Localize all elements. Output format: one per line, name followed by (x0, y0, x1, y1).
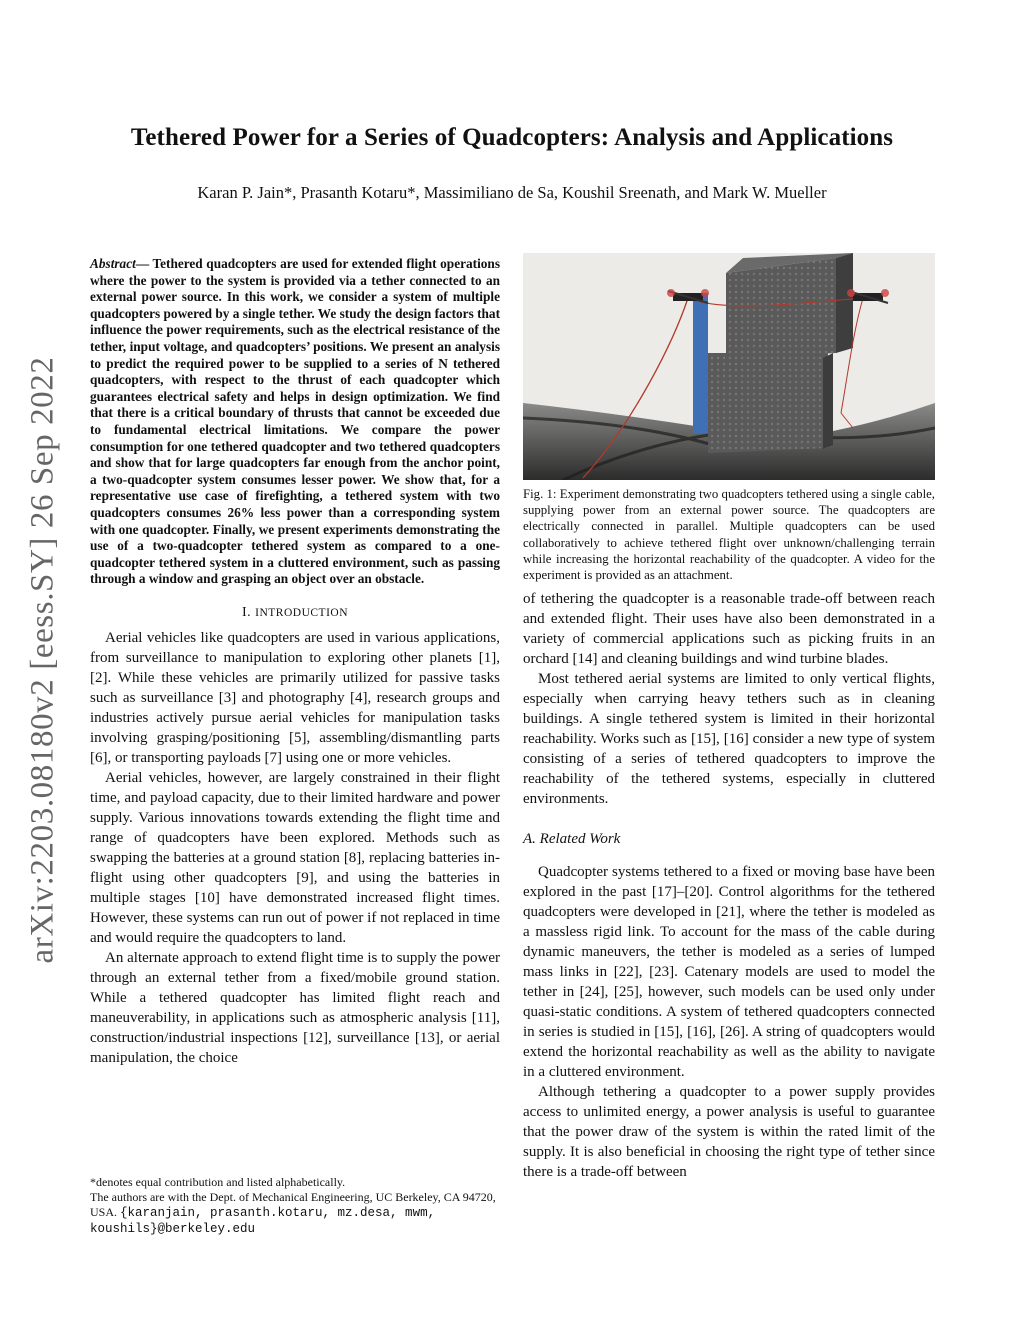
arxiv-side-stamp: arXiv:2203.08180v2 [eess.SY] 26 Sep 2022 (24, 356, 61, 964)
author-emails: {karanjain, prasanth.kotaru, mz.desa, mwm, koushils}@berkeley.edu (90, 1206, 436, 1236)
section-heading-introduction (90, 605, 500, 621)
right-paragraph-2: Most tethered aerial systems are limited to only vertical flights, especially when carrying heavy tethers such as in cleaning buildings. A single tethered system is limited in their horizontal reachability. Works such as [15], [16] consider a new type of system consisting of a series of tethered quadcopters to improve the reachability of the tethered systems, especially in cluttered environments. (523, 671, 935, 808)
experiment-photo-illustration (523, 253, 935, 480)
related-work-paragraph-2: Although tethering a quadcopter to a power supply provides access to unlimited energy, a power analysis is useful to guarantee that the power draw of the system is within the rated limit of the supply. It is also beneficial in choosing the right type of tether since there is a trade-off between (523, 1084, 935, 1181)
section-title: INTRODUCTION (255, 606, 349, 619)
affiliation-text: The authors are with the Dept. of Mechanical Engineering, UC Berkeley, CA 94720, USA. (90, 1190, 496, 1219)
subsection-heading-related-work: A. Related Work (523, 831, 621, 848)
section-number: I. (241, 604, 252, 620)
author-list: Karan P. Jain*, Prasanth Kotaru*, Massimiliano de Sa, Koushil Sreenath, and Mark W. Mueller (197, 183, 827, 202)
figure-1-photo (523, 253, 935, 480)
footnotes (90, 1175, 500, 1237)
intro-paragraph-1: Aerial vehicles like quadcopters are used in various applications, from surveillance to manipulation to exploring other planets [1], [2]. While these vehicles are primarily utilized for passive tasks such as surveillance [3] and photography [4], research groups and industries actively pursue aerial vehicles for manipulation tasks involving grasping/positioning [5], assembling/dismantling parts [6], or transporting payloads [7] using one or more vehicles. (90, 629, 500, 766)
right-paragraph-continuation: of tethering the quadcopter is a reasonable trade-off between reach and extended flight. Their uses have also been demonstrated in a variety of commercial applications such as picking fruits in an orchard [14] and cleaning buildings and wind turbine blades. (523, 591, 935, 668)
related-work-paragraph-1: Quadcopter systems tethered to a fixed or moving base have been explored in the past [17]–[20]. Control algorithms for the tethered quadcopters were developed in [21], where the tether is modeled as a massless rigid link. To account for the mass of the cable during dynamic maneuvers, the tether is modeled as a series of lumped mass links in [22], [23]. Catenary models are used to model the tether in [24], [25], however, such models can be used only under quasi-static conditions. A system of tethered quadcopters connected in series is studied in [15], [16], [26]. A string of quadcopters would extend the horizontal reachability as well as the ability to navigate in a cluttered environment. (523, 864, 935, 1081)
abstract (90, 256, 500, 588)
abstract-text: — Tethered quadcopters are used for extended flight operations where the power to the system is provided via a tether connected to an external power source. In this work, we consider a system of multiple quadcopters powered by a single tether. We study the design factors that influence the power requirements, such as the electrical resistance of the tether, input voltage, and quadcopters’ positions. We present an analysis to predict the required power to be supplied to a series of N tethered quadcopters, with respect to the thrust of each quadcopter which guarantees electrical safety and helps in design optimization. We find that there is a critical boundary of thrusts that cannot be exceeded due to fundamental electrical limitations. We compare the power consumption for one tethered quadcopter and two tethered quadcopters and show that for large quadcopters far enough from the anchor point, a two-quadcopter system consumes lesser power. We show that, for a representative use case of firefighting, a tethered system with two quadcopters consumes 26% less power than a corresponding system with one quadcopter. Finally, we present experiments demonstrating the use of a two-quadcopter tethered system as compared to a one-quadcopter tethered system in a cluttered environment, such as passing through a window and grasping an object over an obstacle. (90, 256, 500, 587)
left-column (90, 256, 500, 1068)
figure-1-caption: Fig. 1: Experiment demonstrating two quadcopters tethered using a single cable, supplying power from an external power source. The quadcopters are electrically connected in parallel. Multiple quadcopters can be used collaboratively to achieve tethered flight over unknown/challenging terrain while increasing the horizontal reachability of the quadcopter. A video for the experiment is provided as an attachment. (523, 487, 935, 583)
footnote-equal-contribution: *denotes equal contribution and listed alphabetically. (90, 1175, 346, 1189)
right-column (523, 253, 935, 1182)
intro-paragraph-2: Aerial vehicles, however, are largely constrained in their flight time, and payload capacity, due to their limited hardware and power supply. Various innovations towards extending the flight time and range of quadcopters have been explored. Methods such as swapping the batteries at a ground station [8], replacing batteries in-flight using other quadcopters [9], and using the batteries in multiple stages [10] have demonstrated increased flight times. However, these systems can run out of power if not replaced in time and would require the quadcopters to land. (90, 769, 500, 946)
intro-paragraph-3: An alternate approach to extend flight time is to supply the power through an external tether from a fixed/mobile ground station. While a tethered quadcopter has limited flight reach and maneuverability, in applications such as atmospheric analysis [11], construction/industrial inspections [12], surveillance [13], or aerial manipulation, the choice (90, 949, 500, 1066)
abstract-label: Abstract (90, 256, 136, 271)
footnote-affiliation (90, 1190, 500, 1237)
paper-title: Tethered Power for a Series of Quadcopters: Analysis and Applications (130, 124, 894, 151)
